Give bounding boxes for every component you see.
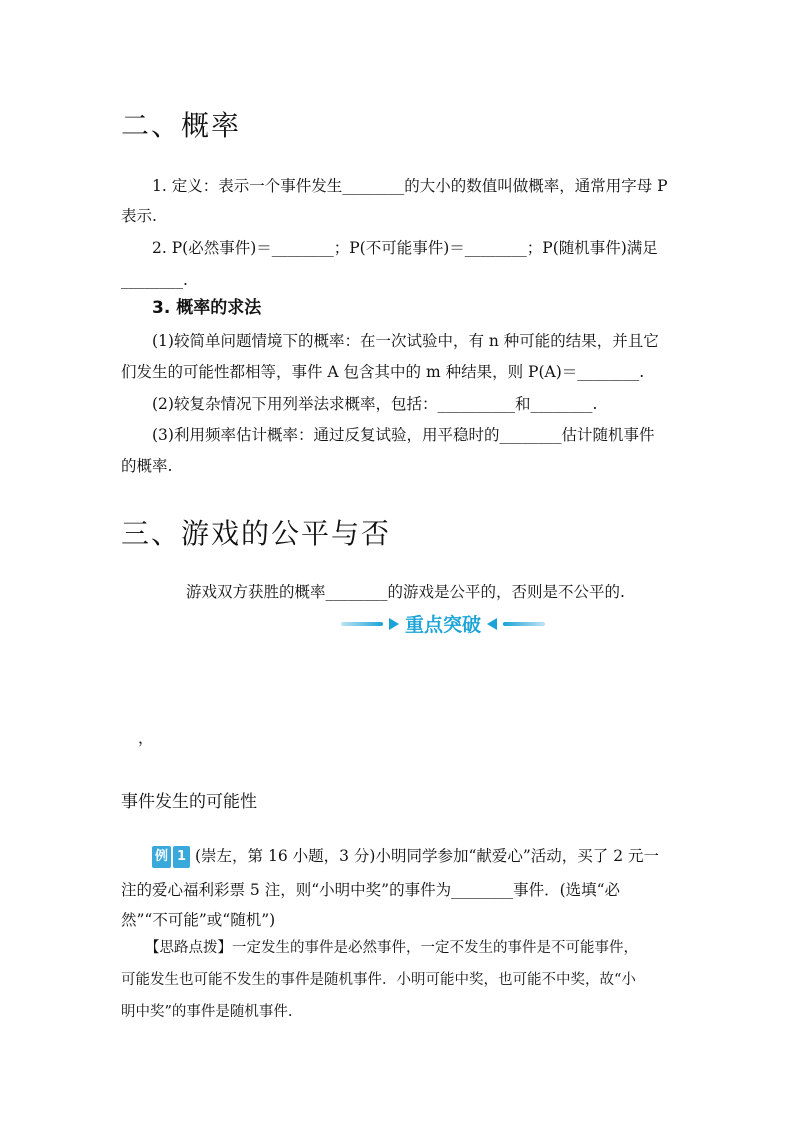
- banner-label: 重点突破: [405, 614, 482, 636]
- banner-right-arrow-icon: [487, 618, 497, 630]
- banner-left-bar: [341, 622, 383, 626]
- method-1-line-2: 们发生的可能性都相等，事件 A 包含其中的 m 种结果，则 P(A)＝________.: [121, 363, 645, 381]
- example-badge-number: 1: [173, 846, 190, 868]
- example-text-1: (崇左，第 16 小题，3 分)小明同学参加“献爱心”活动，买了 2 元一: [195, 847, 660, 865]
- hint-line-2: 可能发生也可能不发生的事件是随机事件．小明可能中奖，也可能不中奖，故“小: [121, 972, 636, 988]
- example-line-1: [152, 846, 659, 868]
- example-line-3: 然”“不可能”或“随机”): [121, 911, 276, 929]
- example-line-2: 注的爱心福利彩票 5 注，则“小明中奖”的事件为________事件．(选填“必: [121, 881, 621, 899]
- definition-line-1: 1. 定义：表示一个事件发生________的大小的数值叫做概率，通常用字母 P: [152, 177, 668, 195]
- method-3-line-1: (3)利用频率估计概率：通过反复试验，用平稳时的________估计随机事件: [152, 426, 655, 444]
- probability-values-line-2: ________.: [121, 271, 188, 289]
- method-3-line-2: 的概率.: [121, 457, 173, 475]
- fairness-text: 游戏双方获胜的概率________的游戏是公平的，否则是不公平的.: [186, 583, 625, 601]
- hint-line-1: 【思路点拨】一定发生的事件是必然事件，一定不发生的事件是不可能事件，: [145, 940, 638, 956]
- definition-line-2: 表示.: [121, 207, 157, 225]
- topic-title: 事件发生的可能性: [121, 792, 257, 812]
- methods-heading: 3. 概率的求法: [152, 298, 262, 318]
- method-1-line-1: (1)较简单问题情境下的概率：在一次试验中，有 n 种可能的结果，并且它: [152, 332, 659, 350]
- method-2: (2)较复杂情况下用列举法求概率，包括：__________和________.: [152, 395, 598, 413]
- example-badge-char: 例: [152, 846, 171, 868]
- section-title-probability: 二、概率: [121, 109, 242, 142]
- stray-mark: ，: [138, 729, 154, 747]
- example-badge: [152, 846, 190, 868]
- banner-right-bar: [503, 622, 545, 626]
- banner-left-arrow-icon: [389, 618, 399, 630]
- section-title-fairness: 三、游戏的公平与否: [121, 517, 392, 550]
- hint-line-3: 明中奖”的事件是随机事件.: [121, 1004, 293, 1020]
- key-points-banner: [341, 610, 545, 637]
- probability-values-line-1: 2. P(必然事件)＝________；P(不可能事件)＝________；P(随机事件)满足: [152, 239, 658, 257]
